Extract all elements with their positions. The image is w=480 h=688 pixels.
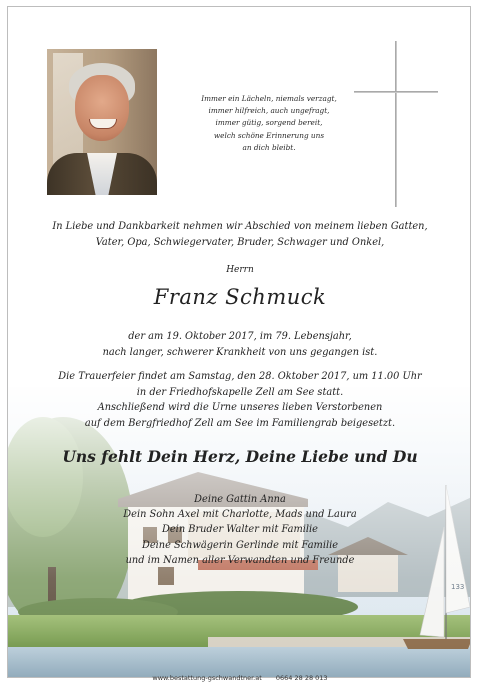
funeral-line: Anschließend wird die Urne unseres lieben Verstorbenen: [97, 402, 383, 413]
death-notice: [8, 329, 471, 360]
mourner-line: Dein Sohn Axel mit Charlotte, Mads und Laura: [123, 509, 357, 521]
footer-phone: 0664 28 28 013: [275, 674, 328, 682]
portrait-photo: [47, 49, 157, 195]
obituary-card: [7, 6, 471, 678]
intro-line: In Liebe und Dankbarkeit nehmen wir Abschied von meinem lieben Gatten,: [52, 221, 428, 232]
deceased-name: Franz Schmuck: [153, 285, 327, 309]
poem-line: welch schöne Erinnerung uns: [213, 130, 325, 140]
mourners-list: [8, 492, 471, 568]
poem-line: an dich bleibt.: [242, 142, 296, 152]
poem-line: Immer ein Lächeln, niemals verzagt,: [201, 94, 337, 103]
death-line: nach langer, schwerer Krankheit von uns gegangen ist.: [102, 346, 378, 358]
funeral-line: in der Friedhofskapelle Zell am See statt.: [136, 386, 344, 398]
mourner-line: und im Namen aller Verwandten und Freunde: [125, 554, 355, 566]
footer-website[interactable]: www.bestattung-gschwandtner.at: [152, 674, 262, 682]
funeral-line: Die Trauerfeier findet am Samstag, den 28. Oktober 2017, um 11.00 Uhr: [58, 371, 422, 382]
mourner-line: Deine Schwägerin Gerlinde mit Familie: [141, 539, 339, 551]
death-line: der am 19. Oktober 2017, im 79. Lebensjahr,: [128, 331, 352, 342]
funeral-details: [8, 369, 471, 431]
cross-icon: [395, 41, 397, 207]
salutation: Herrn: [226, 265, 254, 275]
farewell-heading: Uns fehlt Dein Herz, Deine Liebe und Du: [62, 447, 418, 466]
footer: [0, 674, 480, 682]
poem-line: immer gütig, sorgend bereit,: [215, 118, 323, 128]
intro-text: [28, 219, 452, 251]
mourner-line: Deine Gattin Anna: [194, 494, 286, 505]
memorial-poem: [178, 93, 360, 154]
mourner-line: Dein Bruder Walter mit Familie: [162, 524, 318, 536]
funeral-line: auf dem Bergfriedhof Zell am See im Familiengrab beigesetzt.: [84, 417, 396, 429]
cross-icon-bar: [354, 91, 438, 93]
intro-line: Vater, Opa, Schwiegervater, Bruder, Schwager und Onkel,: [95, 237, 385, 248]
poem-line: immer hilfreich, auch ungefragt,: [208, 106, 330, 116]
